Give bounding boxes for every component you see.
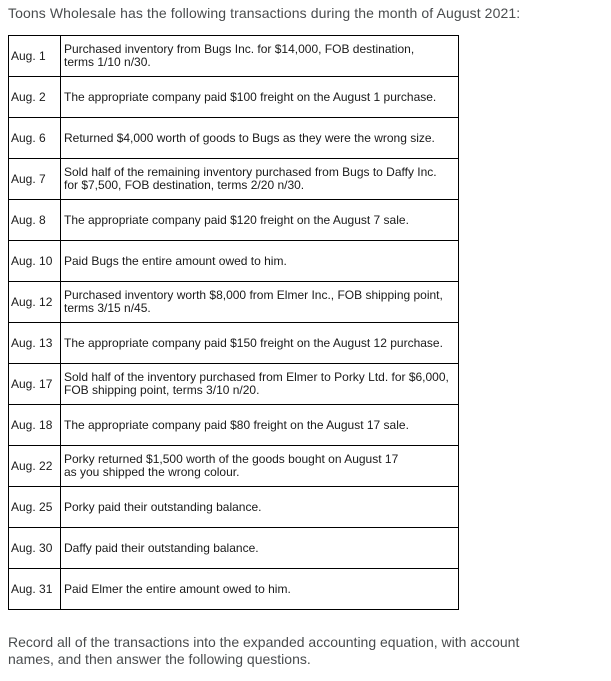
table-row: [9, 36, 459, 77]
transaction-description: Paid Elmer the entire amount owed to him.: [61, 569, 459, 610]
transaction-description: The appropriate company paid $120 freight on the August 7 sale.: [61, 200, 459, 241]
transactions-table: [8, 35, 459, 610]
transaction-date: Aug. 30: [9, 528, 61, 569]
transaction-description: The appropriate company paid $100 freight on the August 1 purchase.: [61, 77, 459, 118]
instructions-text: Record all of the transactions into the expanded accounting equation, with account names, and then answer the following questions.: [8, 634, 520, 667]
table-row: [9, 487, 459, 528]
table-row: [9, 118, 459, 159]
transactions-body: [9, 36, 459, 610]
transaction-description: Sold half of the remaining inventory purchased from Bugs to Daffy Inc. for $7,500, FOB destination, terms 2/20 n/30.: [61, 159, 459, 200]
transaction-date: Aug. 31: [9, 569, 61, 610]
transaction-description: Purchased inventory from Bugs Inc. for $14,000, FOB destination, terms 1/10 n/30.: [61, 36, 459, 77]
transaction-date: Aug. 17: [9, 364, 61, 405]
table-row: [9, 528, 459, 569]
table-row: [9, 405, 459, 446]
table-row: [9, 569, 459, 610]
transaction-description: The appropriate company paid $80 freight on the August 17 sale.: [61, 405, 459, 446]
transaction-date: Aug. 22: [9, 446, 61, 487]
transaction-date: Aug. 1: [9, 36, 61, 77]
transaction-description: Purchased inventory worth $8,000 from Elmer Inc., FOB shipping point, terms 3/15 n/45.: [61, 282, 459, 323]
transaction-date: Aug. 7: [9, 159, 61, 200]
table-row: [9, 364, 459, 405]
transaction-description: Returned $4,000 worth of goods to Bugs as they were the wrong size.: [61, 118, 459, 159]
transaction-description: Porky paid their outstanding balance.: [61, 487, 459, 528]
table-row: [9, 446, 459, 487]
table-row: [9, 282, 459, 323]
transaction-date: Aug. 13: [9, 323, 61, 364]
table-row: [9, 200, 459, 241]
transaction-description: Paid Bugs the entire amount owed to him.: [61, 241, 459, 282]
transaction-date: Aug. 8: [9, 200, 61, 241]
transaction-date: Aug. 2: [9, 77, 61, 118]
intro-text: Toons Wholesale has the following transactions during the month of August 2021:: [8, 5, 521, 21]
transaction-description: Porky returned $1,500 worth of the goods bought on August 17 as you shipped the wrong colour.: [61, 446, 459, 487]
table-row: [9, 241, 459, 282]
transaction-date: Aug. 10: [9, 241, 61, 282]
transaction-date: Aug. 6: [9, 118, 61, 159]
transaction-date: Aug. 18: [9, 405, 61, 446]
transaction-description: Daffy paid their outstanding balance.: [61, 528, 459, 569]
transaction-description: Sold half of the inventory purchased from Elmer to Porky Ltd. for $6,000, FOB shipping point, terms 3/10 n/20.: [61, 364, 459, 405]
transaction-date: Aug. 25: [9, 487, 61, 528]
transaction-date: Aug. 12: [9, 282, 61, 323]
table-row: [9, 323, 459, 364]
table-row: [9, 159, 459, 200]
table-row: [9, 77, 459, 118]
transaction-description: The appropriate company paid $150 freight on the August 12 purchase.: [61, 323, 459, 364]
